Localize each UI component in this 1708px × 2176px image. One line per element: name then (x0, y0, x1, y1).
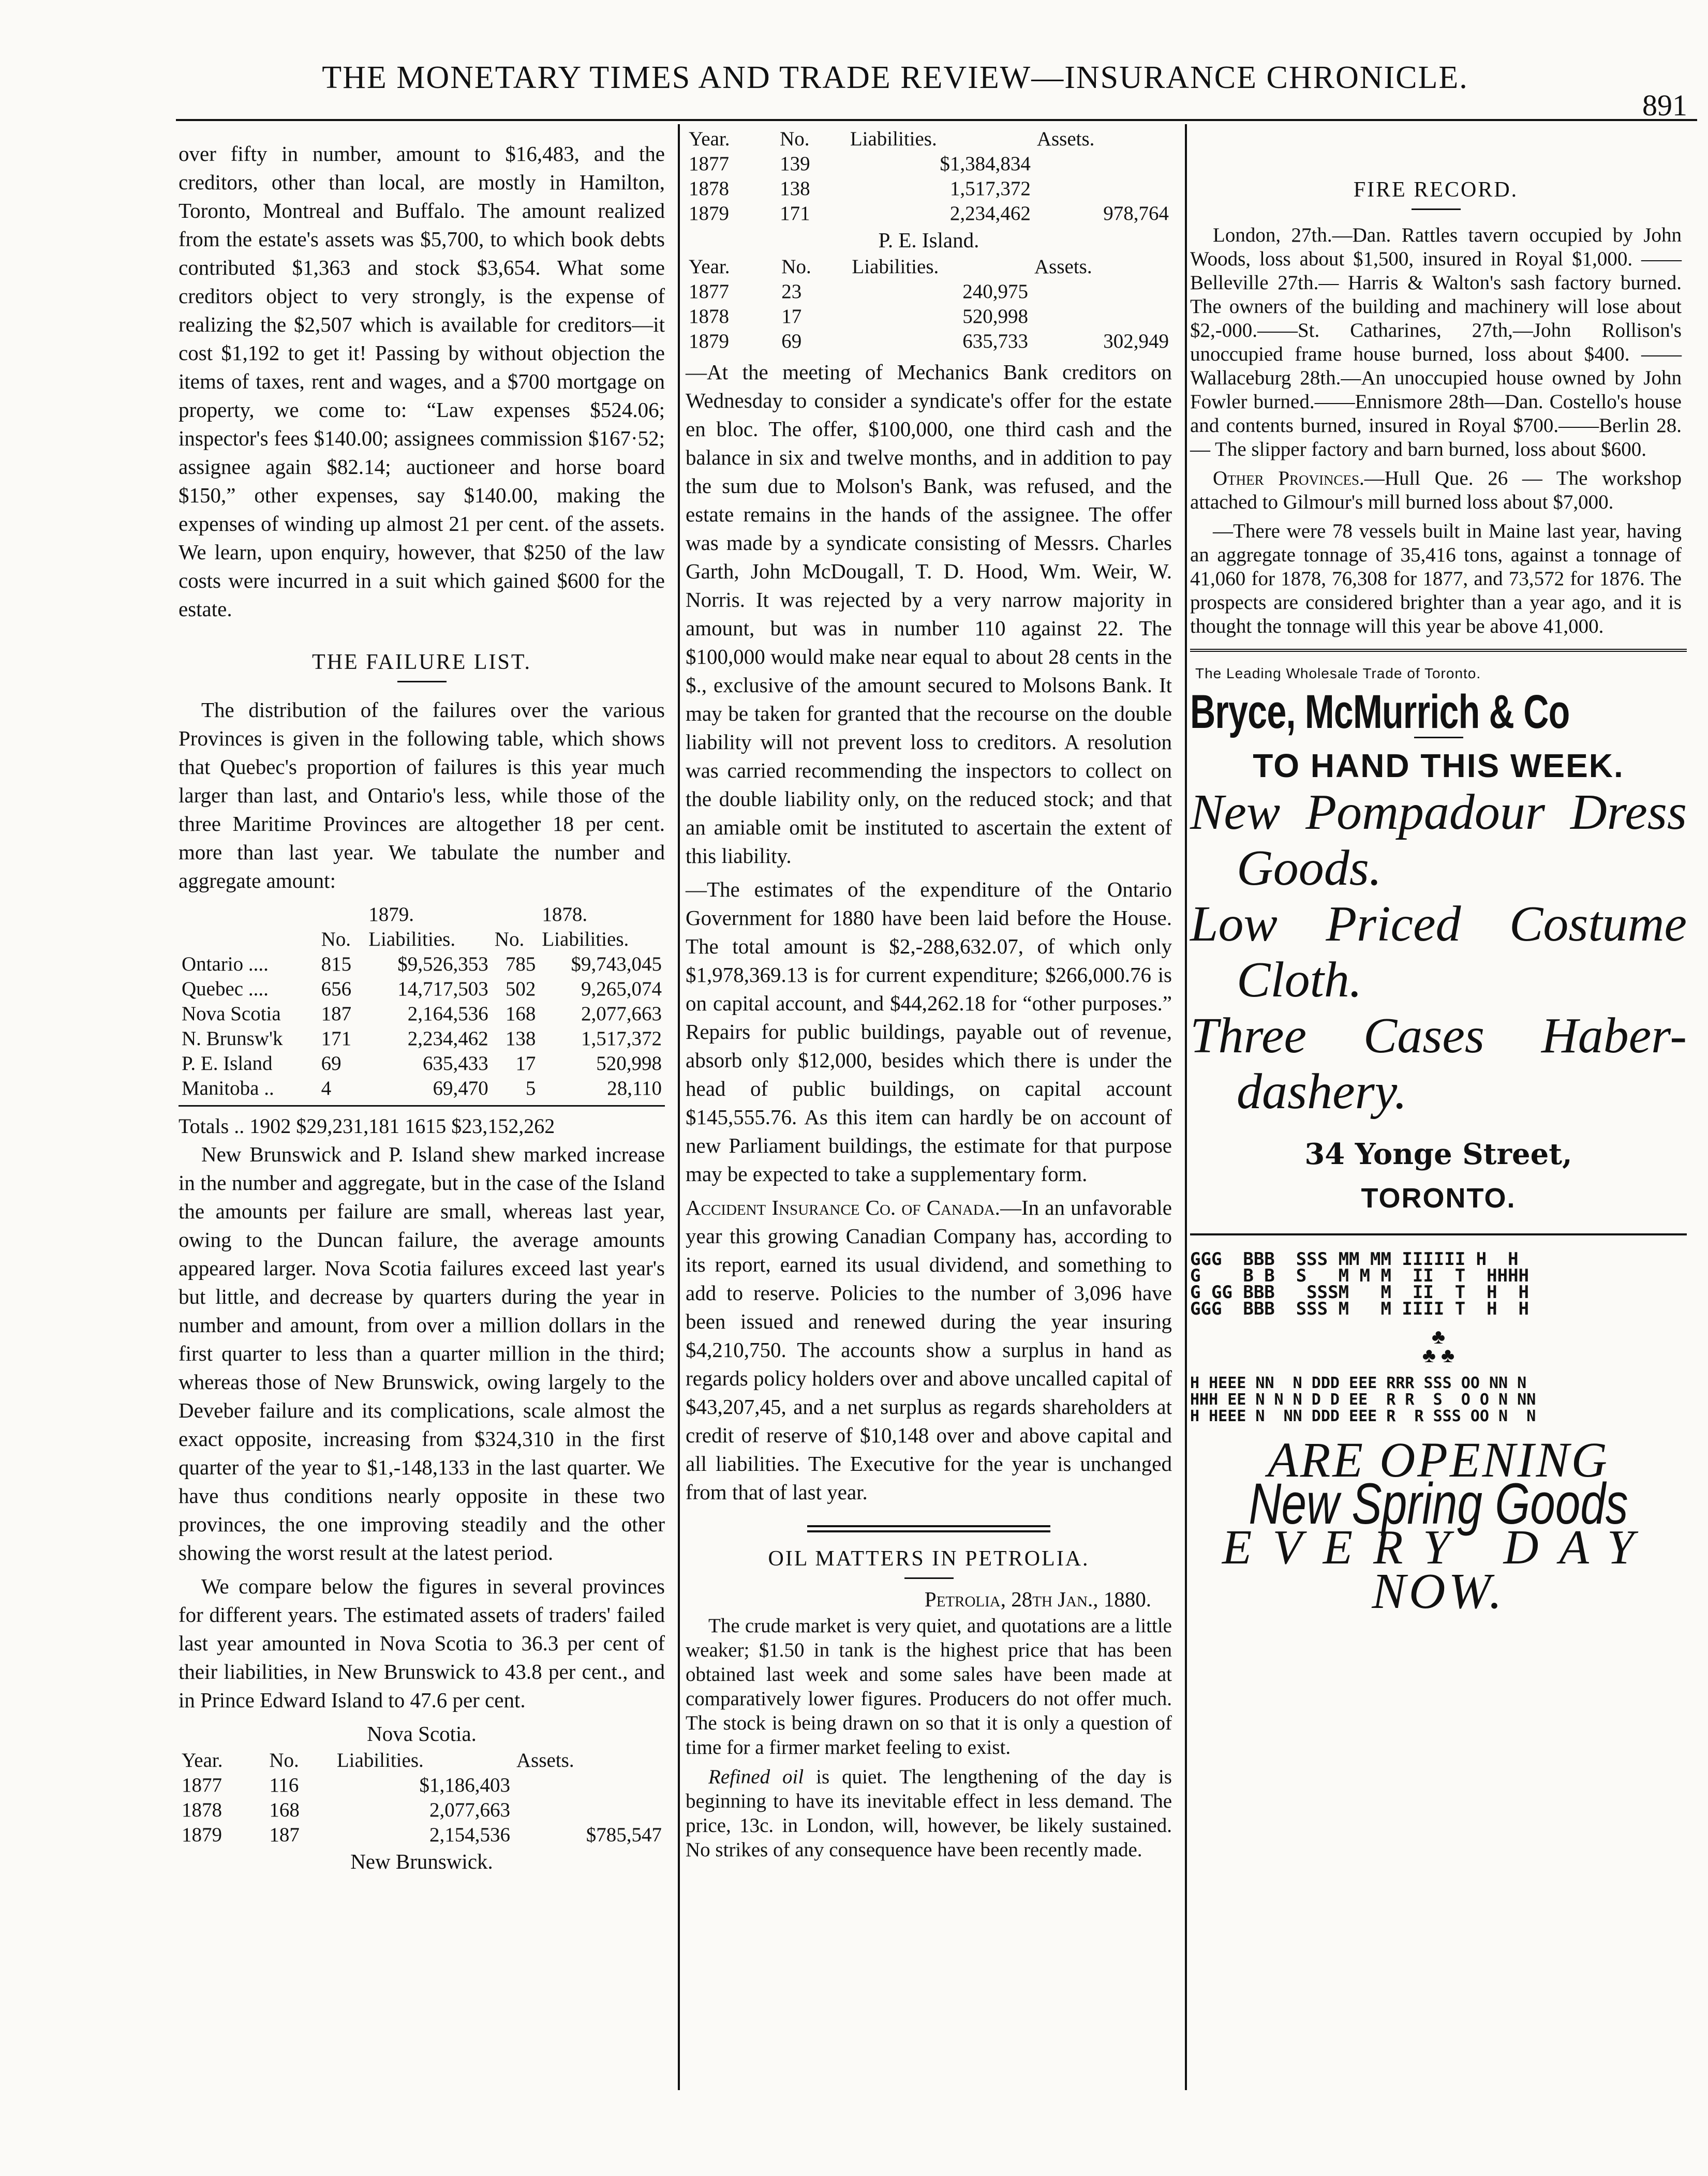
table-cell: 815 (321, 953, 352, 975)
table-header-cell: Year. (689, 256, 730, 278)
ad-to-hand: TO HAND THIS WEEK. (1253, 747, 1624, 784)
compare-paragraph: We compare below the figures in several provinces for different years. The estimated assets of traders' failed last year amounted in Nova Scotia to 36.3 per cent of their liabilities, in New Brunswick to 43.8 per cent., and in Prince Edward Island to 47.6 per cent. (179, 1574, 665, 1712)
table-cell: 4 (321, 1077, 332, 1099)
table-cell: 9,265,074 (581, 978, 662, 1000)
table-cell: 785 (505, 953, 536, 975)
table-cell: 656 (321, 978, 352, 1000)
accident-insurance-paragraph (686, 1194, 1172, 1507)
table-cell: $1,186,403 (419, 1774, 510, 1796)
ad-item-2-line-1: Low Priced Costume (1190, 896, 1687, 952)
table-cell: 635,733 (962, 330, 1028, 352)
table-cell (513, 1773, 665, 1798)
table-cell: 17 (781, 305, 802, 327)
table-cell: P. E. Island (182, 1052, 273, 1075)
table-cell: 1879 (689, 330, 729, 352)
ad-city: TORONTO. (1361, 1183, 1516, 1214)
section-double-rule (807, 1525, 1050, 1532)
ad-small-header: The Leading Wholesale Trade of Toronto. (1195, 665, 1481, 681)
table-cell: 635,433 (423, 1052, 488, 1075)
table-cell: Manitoba .. (182, 1077, 274, 1099)
mechanics-bank-paragraph: —At the meeting of Mechanics Bank creditors on Wednesday to consider a syndicate's offer for the estate en bloc. The offer, $100,000, one third cash and the balance in six and twelve months, and in addition to pay the sum due to Molson's Bank, was refused, and the estate remains in the hands of the assignee. The offer was made by a syndicate consisting of Messrs. Charles Garth, John McDougall, T. D. Hood, Wm. Weir, W. Norris. It was rejected by a very narrow majority in amount, but was in number 110 against 22. The $100,000 would make near equal to about 28 cents in the $., exclusive of the amount secured to Molsons Bank. It may be taken for granted that the recourse on the double liability will not prevent loss to creditors. A resolution was carried recommending the inspectors to collect on the double liability only, on the reduced stock; and that an amiable omit be instituted to ascertain the extent of this liability. (686, 360, 1172, 868)
table-header-row (686, 127, 1172, 152)
table-header-cell: Liabilities. (852, 256, 939, 278)
ad-item-3-line-1: Three Cases Haber- (1190, 1008, 1687, 1064)
table-cell: 171 (321, 1027, 352, 1050)
table-cell: 28,110 (607, 1077, 662, 1099)
table-header-cell: No. (269, 1749, 299, 1771)
table-cell: 520,998 (962, 305, 1028, 327)
column-rule-left (678, 124, 680, 2090)
maine-vessels-paragraph: —There were 78 vessels built in Maine last year, having an aggregate tonnage of 35,416 tons, against a tonnage of 41,060 for 1878, 76,308 for 1877, and 73,572 for 1876. The prospects are considered brighter than a year ago, and it is thought the tonnage will this year be above 41,000. (1190, 520, 1682, 637)
table-cell: Ontario .... (182, 953, 269, 975)
nova-scotia-table (179, 1748, 665, 1847)
ad-item-2-line-2: Cloth. (1237, 952, 1362, 1008)
table-cell: 520,998 (596, 1052, 662, 1075)
table-cell (1034, 152, 1172, 176)
table-cell (1031, 279, 1172, 304)
table-cell: 69 (321, 1052, 341, 1075)
table-cell: 1877 (689, 280, 729, 303)
table-cell: 23 (781, 280, 802, 303)
table-cell (1031, 304, 1172, 329)
table-row (179, 1002, 665, 1026)
table-header-row (686, 255, 1172, 279)
table-row (179, 1798, 665, 1823)
table-cell: Nova Scotia (182, 1003, 281, 1025)
table-header-cell: No. (781, 256, 811, 278)
table-header-row (179, 1748, 665, 1773)
ad-every-day: EVERY DAY (1222, 1521, 1655, 1574)
table-cell: 17 (515, 1052, 536, 1075)
new-brunswick-paragraph: New Brunswick and P. Island shew marked increase in the number and aggregate, but in the case of the Island the amounts per failure are small, whereas last year, owing to the Duncan failure, the average amounts appeared larger. Nova Scotia failures exceed last year's but little, and decrease by quarters during the year in number and amount, from over a million dollars in the first quarter to less than a quarter million in the third; whereas those of New Brunswick, owing largely to the Deveber failure and its complications, scale almost the exact opposite, increasing from $324,310 in the first quarter of the year to $1,-148,133 in the last quarter. We have thus conditions nearly opposite in these two provinces, the one improving steadily and the other showing the worst result at the latest period. (179, 1142, 665, 1564)
ad-firm-name: Bryce, McMurrich & Co (1190, 685, 1570, 738)
ad-item-1-line-1: New Pompadour Dress (1190, 784, 1687, 840)
oil-refined-paragraph (686, 1765, 1172, 1862)
table-header-cell: Year. (182, 1749, 223, 1771)
table-row (686, 176, 1172, 201)
table-header-cell: Assets. (516, 1749, 574, 1771)
table-row (686, 279, 1172, 304)
failure-list-heading: THE FAILURE LIST. (312, 650, 531, 674)
table-cell: N. Brunsw'k (182, 1027, 283, 1050)
oil-crude-paragraph: The crude market is very quiet, and quotations are a little weaker; $1.50 in tank is the highest price that has been obtained last week and some sales have been made at comparatively lower figures. Producers do not offer much. The stock is being drawn on so that it is only a question of time for a firmer market feeling to exist. (686, 1615, 1172, 1758)
table-cell: 116 (269, 1774, 299, 1796)
other-provinces-body: —Hull Que. 26 — The workshop attached to Gilmour's mill burned loss about $7,000. (1190, 467, 1682, 513)
oil-dateline: Petrolia, 28th Jan., 1880. (924, 1587, 1151, 1611)
table-row (686, 329, 1172, 354)
fire-record-paragraph: London, 27th.—Dan. Rattles tavern occupied by John Woods, loss about $1,500, insured in Royal $1,000. —— Belleville 27th.— Harris & Walton's sash factory burned. The owners of the building and machinery will lose about $2,-000.——St. Catharines, 27th,—John Rollison's unoccupied frame house burned, loss about $400. —— Wallaceburg 28th.—An unoccupied house owned by John Fowler burned.——Ennismore 28th—Dan. Costello's house and contents burned, insured in Royal $700.——Berlin 28.— The slipper factory and barn burned, loss about $600. (1190, 224, 1682, 460)
table-cell: 1,517,372 (949, 177, 1031, 200)
ad-letter-art-bottom: H HEEE NN N DDD EEE RRR SSS OO NN N HHH EE N N N D D EE R R S O O N NN H HEEE N NN DDD EEE R R SSS OO N N (1190, 1374, 1536, 1425)
heading-rule (904, 1577, 954, 1579)
table-cell: 1879 (182, 1824, 222, 1846)
table-cell: 138 (505, 1027, 536, 1050)
table-header-cell: Assets. (1036, 128, 1095, 150)
ad-are-opening: ARE OPENING (1268, 1432, 1609, 1487)
table-row (179, 977, 665, 1002)
table-row (179, 1823, 665, 1847)
table-cell: 69,470 (433, 1077, 488, 1099)
ad-letter-art-top: GGG BBB SSS MM MM IIIIII H H G B B S M M M II T HHHH G GG BBB SSSM M II T H H GGG BBB SSS M M IIII T H H (1190, 1249, 1529, 1319)
failure-table-header-row (179, 927, 665, 952)
col-liab-header: Liabilities. (368, 928, 456, 950)
article-estate-paragraph: over fifty in number, amount to $16,483, and the creditors, other than local, are mostly in Hamilton, Toronto, Montreal and Buffalo. The amount realized from the estate's assets was $5,700, to which book debts contributed $1,363 and stock $3,654. What some creditors object to very strongly, is the expense of realizing the $2,507 which is available for creditors—it cost $1,192 to get it! Passing by without objection the items of taxes, rent and wages, and a $700 mortgage on property, we come to: “Law expenses $524.06; inspector's fees $140.00; assignees commission $167·52; assignee again $82.14; auctioneer and horse board $150,” other expenses, say $140.00, making the expenses of winding up almost 21 per cent. of the assets. We learn, upon enquiry, however, that $250 of the law costs were incurred in a suit which gained $600 for the estate. (179, 142, 665, 621)
table-cell: 139 (780, 153, 810, 175)
table-cell: 1877 (182, 1774, 222, 1796)
table-cell: 14,717,503 (397, 978, 488, 1000)
col-no-header: No. (321, 928, 351, 950)
table-cell: 168 (505, 1003, 536, 1025)
new-brunswick-title: New Brunswick. (350, 1850, 493, 1873)
ad-item-3-line-2: dashery. (1237, 1064, 1407, 1120)
table-cell: 69 (781, 330, 802, 352)
table-row (179, 1076, 665, 1101)
refined-oil-body: is quiet. The lengthening of the day is beginning to have its inevitable effect in less demand. The price, 13c. in London, will, however, be likely sustained. No strikes of any consequence have been recently made. (686, 1766, 1172, 1861)
ad-now: NOW. (1372, 1563, 1505, 1619)
table-cell: 2,154,536 (429, 1824, 510, 1846)
table-header-cell: No. (780, 128, 810, 150)
table-cell: $9,743,045 (571, 953, 662, 975)
table-cell: 168 (269, 1799, 300, 1821)
table-row (686, 304, 1172, 329)
table-row (179, 1026, 665, 1051)
failure-distribution-paragraph: The distribution of the failures over the various Provinces is given in the following table, which shows that Quebec's proportion of failures is this year much larger than last, and Ontario's less, while those of the three Maritime Provinces are altogether 18 per cent. more than last year. We tabulate the number and aggregate amount: (179, 698, 665, 892)
table-cell: $9,526,353 (397, 953, 488, 975)
table-header-cell: Liabilities. (850, 128, 937, 150)
fire-record-heading: FIRE RECORD. (1353, 178, 1519, 202)
table-row (179, 952, 665, 977)
failure-table-year-row (179, 902, 665, 927)
failure-table (179, 902, 665, 1101)
pei-title: P. E. Island. (878, 228, 979, 252)
other-provinces-paragraph (1190, 467, 1682, 514)
ad-trefoil-ornament: ♣ ♣ ♣ (1422, 1325, 1455, 1367)
new-brunswick-table (686, 127, 1172, 226)
running-header: THE MONETARY TIMES AND TRADE REVIEW—INSURANCE CHRONICLE. (322, 60, 1468, 95)
nova-scotia-title: Nova Scotia. (367, 1722, 477, 1746)
ad-new-spring-goods: New Spring Goods (1249, 1471, 1628, 1536)
table-row (179, 1051, 665, 1076)
table-cell: 5 (525, 1077, 536, 1099)
accident-insurance-body: —In an unfavorable year this growing Canadian Company has, according to its report, earned its usual dividend, and something to add to reserve. Policies to the number of 3,096 have been issued and renewed during the year insuring $4,210,750. The accounts show a surplus in hand as regards policy holders over and above uncalled capital of $43,207,45, and a net surplus as regards shareholders at credit of reserve of $10,148 over and above capital and all liabilities. The Executive for the year is unchanged from that of last year. (686, 1196, 1172, 1504)
table-cell: 2,077,663 (581, 1003, 662, 1025)
ad-divider (1190, 1233, 1687, 1235)
table-cell (513, 1798, 665, 1823)
table-cell (1034, 176, 1172, 201)
table-cell: 1878 (182, 1799, 222, 1821)
table-cell: $785,547 (586, 1824, 662, 1846)
table-cell: 2,234,462 (407, 1027, 488, 1050)
col-liab-header: Liabilities. (542, 928, 629, 950)
table-cell: 138 (780, 177, 810, 200)
pei-table (686, 255, 1172, 354)
oil-matters-heading: OIL MATTERS IN PETROLIA. (768, 1547, 1090, 1571)
failure-table-totals: Totals .. 1902 $29,231,181 1615 $23,152,262 (179, 1105, 665, 1140)
year-1878-label: 1878. (542, 903, 588, 926)
header-rule (176, 119, 1697, 121)
ontario-estimates-paragraph: —The estimates of the expenditure of the Ontario Government for 1880 have been laid before the House. The total amount is $2,-288,632.07, of which only $1,978,369.13 is for current expenditure; $266,000.76 is on capital account, and $44,262.18 for “other purposes.” Repairs for public buildings, payable out of revenue, absorb only $12,000, besides which there is under the head of public buildings, on capital account $145,555.76. As this item can hardly be on account of new Parliament buildings, the estimate for that purpose may be expected to take a supplementary form. (686, 877, 1172, 1186)
refined-oil-lead: Refined oil (708, 1766, 804, 1788)
column-1 (179, 140, 665, 1876)
table-cell: 2,164,536 (407, 1003, 488, 1025)
table-cell: 978,764 (1103, 202, 1169, 225)
table-cell: 1877 (689, 153, 729, 175)
column-2 (686, 127, 1172, 1867)
table-cell: 240,975 (962, 280, 1028, 303)
table-cell: 187 (269, 1824, 300, 1846)
accident-insurance-lead: Accident Insurance Co. of Canada. (686, 1196, 1000, 1219)
table-cell: $1,384,834 (940, 153, 1031, 175)
table-cell: 1,517,372 (581, 1027, 662, 1050)
table-header-cell: Liabilities. (336, 1749, 424, 1771)
table-header-cell: Assets. (1034, 256, 1092, 278)
table-cell: 1879 (689, 202, 729, 225)
ad-street: 34 Yonge Street, (1304, 1137, 1572, 1171)
column-3 (1190, 176, 1687, 1619)
table-header-cell: Year. (689, 128, 730, 150)
table-cell: 171 (780, 202, 810, 225)
heading-rule (1412, 208, 1461, 210)
heading-rule (397, 681, 447, 682)
year-1879-label: 1879. (368, 903, 414, 926)
table-row (686, 201, 1172, 226)
table-cell: 2,234,462 (949, 202, 1031, 225)
table-cell: 187 (321, 1003, 352, 1025)
table-cell: 1878 (689, 305, 729, 327)
ad-item-1-line-2: Goods. (1237, 840, 1382, 896)
table-row (179, 1773, 665, 1798)
table-cell: 1878 (689, 177, 729, 200)
other-provinces-lead: Other Provinces. (1213, 467, 1364, 489)
table-cell: 502 (505, 978, 536, 1000)
advertisement (1190, 649, 1687, 1619)
table-row (686, 152, 1172, 176)
page-number: 891 (1642, 88, 1687, 122)
column-rule-right (1185, 124, 1187, 2090)
table-cell: Quebec .... (182, 978, 269, 1000)
table-cell: 2,077,663 (429, 1799, 510, 1821)
col-no-header: No. (494, 928, 525, 950)
table-cell: 302,949 (1103, 330, 1169, 352)
